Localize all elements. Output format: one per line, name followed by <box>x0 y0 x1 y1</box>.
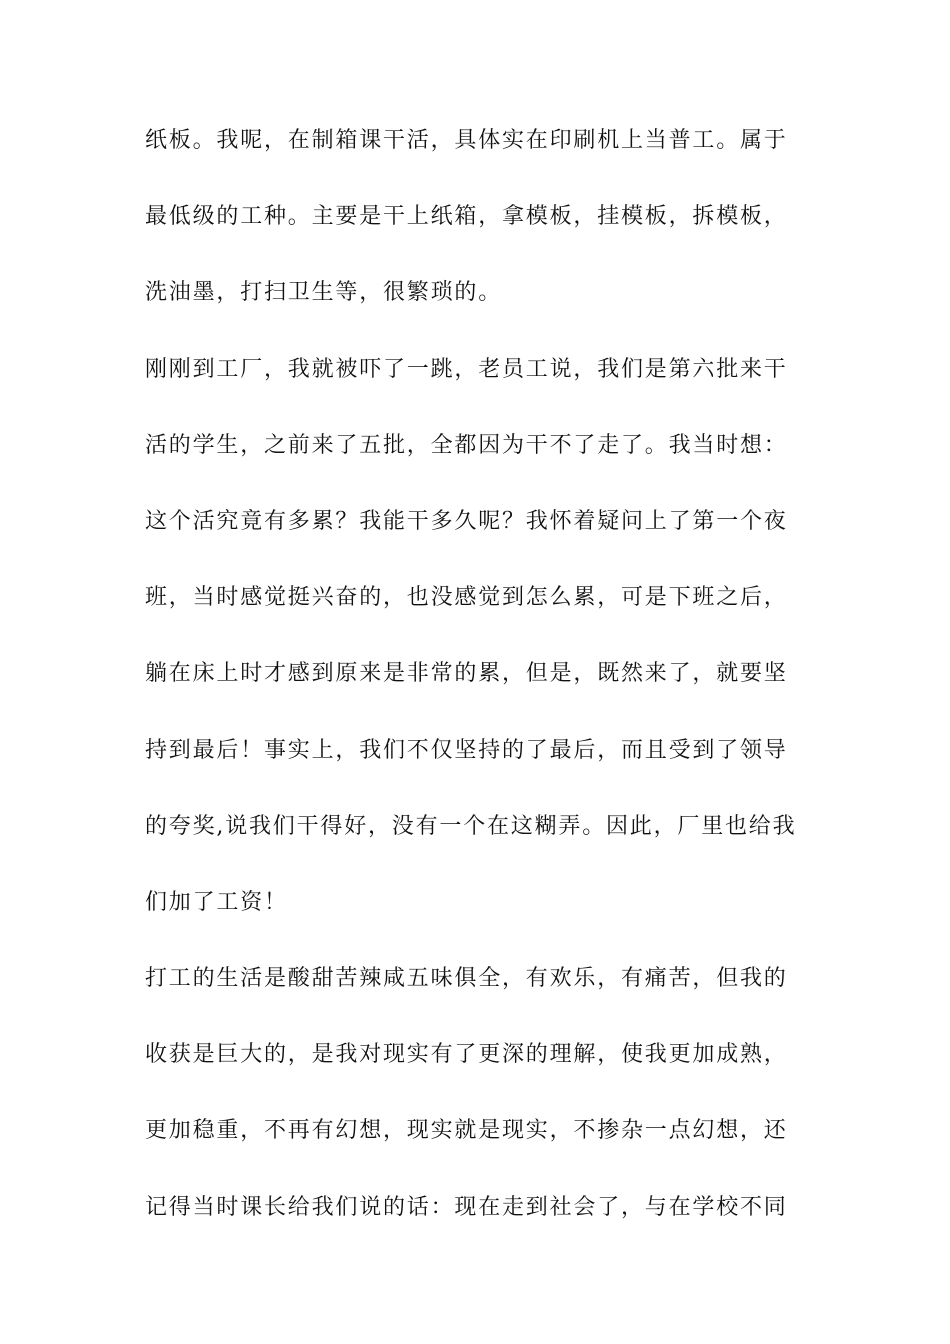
text-line: 洗油墨，打扫卫生等，很繁琐的。 <box>145 280 503 306</box>
text-line: 最低级的工种。主要是干上纸箱，拿模板，挂模板，拆模板， <box>145 204 788 230</box>
text-line: 纸板。我呢，在制箱课干活，具体实在印刷机上当普工。属于 <box>145 128 788 153</box>
text-line: 打工的生活是酸甜苦辣咸五味俱全，有欢乐，有痛苦，但我的 <box>145 966 788 992</box>
text-line: 持到最后！事实上，我们不仅坚持的了最后，而且受到了领导 <box>145 737 788 763</box>
text-line: 躺在床上时才感到原来是非常的累，但是，既然来了，就要坚 <box>145 661 788 687</box>
body-text <box>145 128 810 1271</box>
text-line: 刚刚到工厂，我就被吓了一跳，老员工说，我们是第六批来干 <box>145 356 788 382</box>
text-line: 活的学生，之前来了五批，全都因为干不了走了。我当时想： <box>145 432 788 458</box>
text-line: 收获是巨大的，是我对现实有了更深的理解，使我更加成熟， <box>145 1042 788 1068</box>
text-line: 记得当时课长给我们说的话：现在走到社会了，与在学校不同 <box>145 1194 788 1220</box>
text-line: 们加了工资！ <box>145 889 288 915</box>
text-line: 这个活究竟有多累？我能干多久呢？我怀着疑问上了第一个夜 <box>145 508 788 534</box>
text-line: 的夸奖,说我们干得好，没有一个在这糊弄。因此，厂里也给我 <box>145 813 797 839</box>
text-line: 更加稳重，不再有幻想，现实就是现实，不掺杂一点幻想，还 <box>145 1118 788 1144</box>
text-line: 班，当时感觉挺兴奋的，也没感觉到怎么累，可是下班之后， <box>145 585 788 611</box>
